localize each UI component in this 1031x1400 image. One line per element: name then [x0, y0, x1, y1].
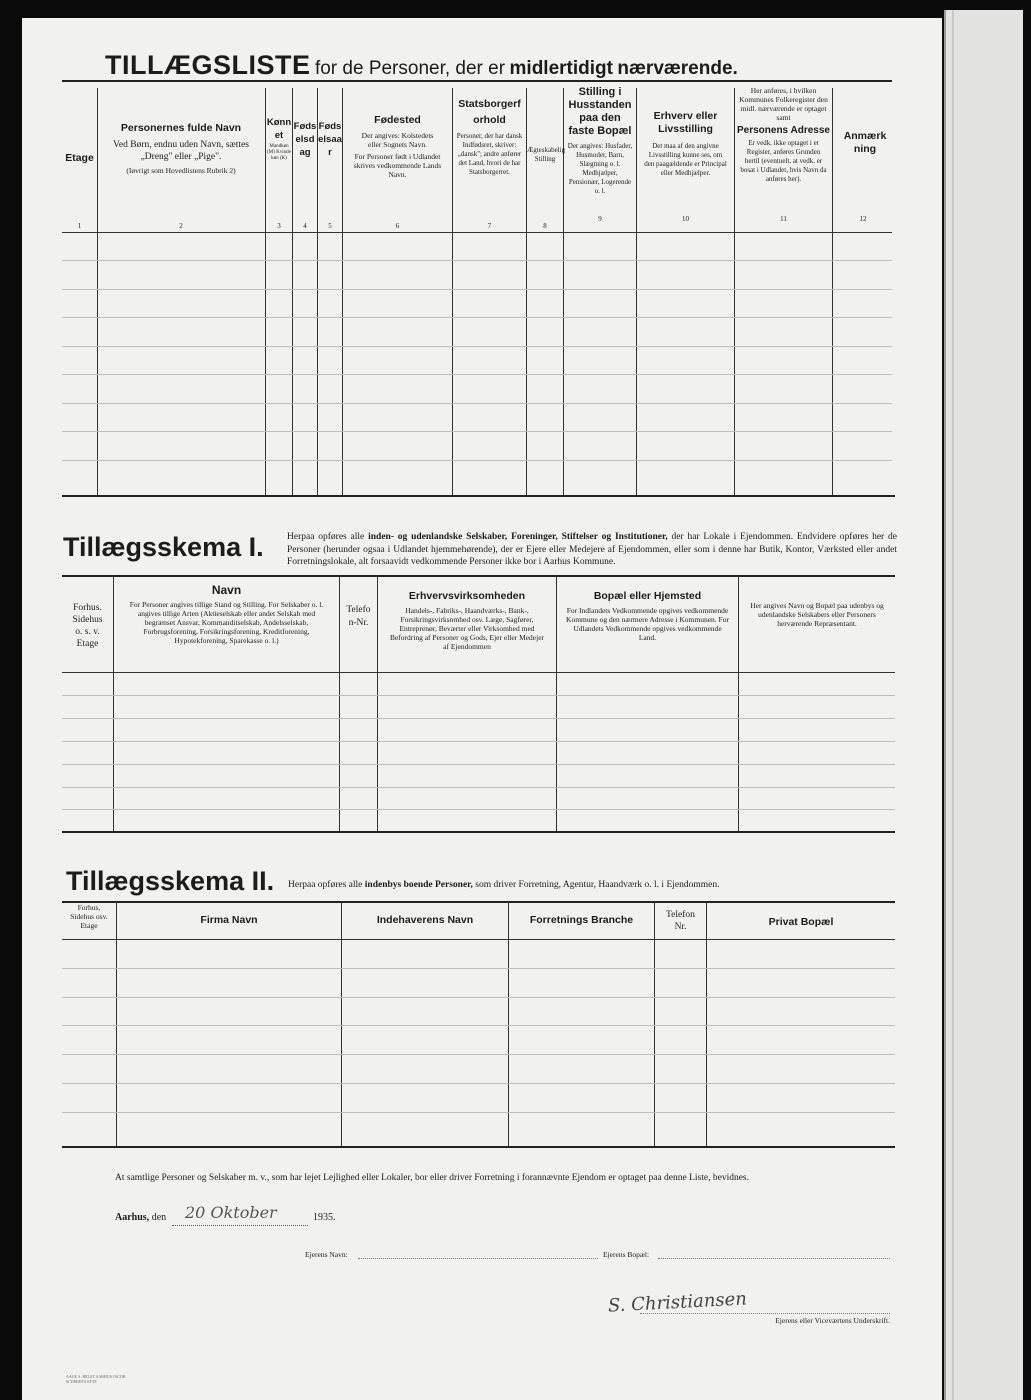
signature-handwritten: S. Christiansen	[607, 1288, 748, 1317]
col-navn-header	[98, 122, 264, 175]
col-erhverv-head: Erhverv eller Livsstilling	[653, 110, 718, 135]
skema1-title: Tillægsskema I.	[63, 532, 264, 562]
col-adresse-head: Personens Adresse	[736, 125, 830, 136]
col-stilling-sub: Der angives: Husfader, Husmoder, Barn, Slægtning o. l. Medhjælper, Pensionær, Logerende o. l.	[567, 142, 633, 195]
skema1-col-navn-head: Navn	[211, 583, 242, 597]
underlying-page-edge	[944, 10, 1023, 1400]
skema2-title: Tillægsskema II.	[66, 866, 275, 896]
col-adresse-header	[735, 86, 832, 184]
skema1-col-bopael-sub: For Indlandets Vedkommende opgives vedkommende Kommune og den nærmere Adresse i Kommunen. For Udlandets Vedkommende opgives vedkommende Land.	[566, 606, 729, 642]
col-anmaerkning-head: Anmærkning	[843, 130, 887, 155]
date-den: den	[151, 1212, 167, 1223]
col-num-2: 2	[179, 222, 183, 230]
skema2-desc-bold: indenbys boende Personer,	[364, 880, 473, 890]
col-num-4: 4	[303, 222, 307, 230]
col-num-5: 5	[328, 222, 332, 230]
skema1-desc-1: Herpaa opføres alle	[287, 532, 365, 542]
col-erhverv-header	[637, 110, 734, 178]
skema1-col-etage: Forhus. Sidehus o. s. v. Etage	[72, 603, 103, 649]
col-fodselsaar-head: Fødselsaar	[318, 121, 342, 158]
skema2-description	[288, 880, 888, 890]
skema1-desc-bold: inden- og udenlandske Selskaber, Foreninger, Stiftelser og Institutioner,	[368, 532, 668, 542]
col-adresse-sub: Er vedk. ikke optaget i et Register, anføres Grunden hertil (eventuelt, at vedk. er bosat i Udlandet, hvis Navn da anføres her).	[740, 139, 827, 183]
col-stilling-head: Stilling i Husstanden paa den faste Bopæl	[568, 86, 632, 137]
declaration-text: At samtlige Personer og Selskaber m. v., som har lejet Lejlighed eller Lokaler, bor eller driver Forretning i forannævnte Ejendom er optaget paa denne Liste, bevidnes.	[115, 1173, 749, 1183]
col-num-3: 3	[277, 222, 281, 230]
skema2-desc-2: som driver Forretning, Agentur, Haandværk o. l. i Ejendommen.	[475, 880, 720, 890]
skema2-col-indehaver: Indehaverens Navn	[376, 914, 474, 926]
owner-name-label: Ejerens Navn:	[305, 1250, 348, 1259]
col-fodested-header	[343, 114, 452, 179]
skema1-col-erhverv-sub: Handels-, Fabriks-, Haandværks-, Bank-, Forsikringsvirksomhed osv. Læge, Sagfører, Entreprenør, Beværter eller Virksomhed med Befordring af Personer og Gods, Ejer eller Medejer af Ejendommen	[389, 606, 545, 651]
col-num-7: 7	[487, 222, 492, 230]
skema1-desc-3: Endvidere opføres her de Personer (herunder ogsaa i Udlandet hjemmehørende), der er Ejere eller Medejere af Ejendommen, eller som i denne har Butik, Kontor, Værksted eller andet Forretningslokale, alt forsaavidt vedkommende Personer ikke bor i Aarhus Kommune.	[287, 532, 898, 567]
title-bold: midlertidigt	[509, 58, 613, 79]
col-fodested-sub: Der angives: Kolstedets eller Sognets Navn.	[361, 131, 434, 149]
col-statsborger-sub: Personer, der har dansk Indfødsret, skriver: „dansk"; andre anfører det Land, hvori de har Statsborgerret.	[456, 132, 523, 176]
col-statsborger-header	[453, 96, 526, 177]
col-konnet-header	[266, 116, 292, 162]
col-num-12: 12	[859, 215, 867, 223]
col-aegteskab-head: Ægteskabelig Stilling	[527, 146, 566, 163]
title-rest-1: for de Personer, der er	[314, 58, 506, 79]
col-num-9: 9	[598, 215, 602, 223]
col-stilling-header	[564, 86, 636, 196]
skema1-col-bopael-header	[557, 590, 738, 642]
col-adresse-pre: Her anføres, i hvilken Kommunes Folkeregister den midl. nærværende er optaget samt	[739, 86, 828, 122]
owner-address-label: Ejerens Bopæl:	[603, 1250, 650, 1259]
skema1-desc-2: der har Lokale i Ejendommen.	[671, 532, 794, 542]
col-num-10: 10	[682, 215, 689, 223]
skema1-col-erhverv-head: Erhvervsvirksomheden	[408, 590, 526, 602]
col-navn-sub: Ved Børn, endnu uden Navn, sættes „Dreng" eller „Pige".	[113, 140, 249, 162]
date-year: 1935.	[313, 1212, 336, 1223]
skema2-col-branche: Forretnings Branche	[529, 914, 634, 926]
skema2-col-etage: Forhus, Sidehus osv. Etage	[70, 903, 108, 930]
col-num-11: 11	[780, 215, 787, 223]
skema1-col-navn-sub: For Personer angives tillige Stand og Stilling. For Selskaber o. l. angives tillige Arten (Aktieselskab eller andet Selskab med begrænset Ansvar, Kommanditselskab, Andelsselskab, Forbrugsforening, Forsikringsforening, Kreditforening, Hypotekforening, Sparekasse o. l.)	[129, 600, 324, 645]
skema1-col-telefon: Telefon-Nr.	[346, 605, 371, 628]
skema2-desc-1: Herpaa opføres alle	[288, 880, 363, 890]
printer-mark: AAGE S. HELST AARHUS JACOB SCHMIDTS EFTF.	[66, 1374, 126, 1384]
title-rest-2: nærværende.	[617, 58, 738, 79]
col-num-6: 6	[395, 222, 400, 230]
col-fodested-head: Fødested	[374, 114, 421, 126]
skema2-col-bopael: Privat Bopæl	[768, 916, 834, 928]
col-fodested-sub2: For Personer født i Udlandet skrives vedkommende Lands Navn.	[353, 152, 442, 179]
col-statsborger-head: Statsborgerforhold	[458, 98, 521, 126]
col-num-8: 8	[543, 222, 547, 230]
col-konnet-sub: Mandkøn (M) Kvindekøn (K)	[267, 144, 291, 161]
col-aegteskab-header	[527, 146, 566, 164]
date-handwritten: 20 Oktober	[185, 1203, 277, 1222]
title-big: TILLÆGSLISTE	[105, 50, 311, 80]
skema1-col-navn-header	[114, 584, 339, 645]
col-navn-sub2: (Iøvrigt som Hovedlistens Rubrik 2)	[126, 166, 236, 175]
col-konnet-head: Kønnet	[266, 117, 292, 141]
col-num-1: 1	[77, 222, 82, 230]
skema1-col-repraesentant: Her angives Navn og Bopæl paa udenbys og udenlandske Selskabers eller Personers herværende Repræsentant.	[750, 601, 884, 628]
col-erhverv-sub: Det maa af den angivne Livsstilling kunne ses, om den paagældende er Principal eller Medhjælper.	[644, 142, 727, 177]
signature-label: Ejerens eller Viceværtens Underskrift.	[775, 1316, 890, 1325]
main-list-title	[105, 50, 865, 81]
date-place: Aarhus,	[115, 1212, 150, 1223]
skema1-col-erhverv-header	[378, 590, 556, 651]
skema1-description	[287, 531, 897, 569]
skema2-col-firma: Firma Navn	[200, 914, 258, 926]
col-fodselsdag-head: Fødselsdag	[293, 121, 317, 158]
skema2-col-telefon: Telefon Nr.	[666, 910, 695, 932]
col-navn-head: Personernes fulde Navn	[120, 122, 242, 134]
skema1-col-bopael-head: Bopæl eller Hjemsted	[593, 590, 702, 602]
col-etage-head: Etage	[65, 152, 94, 164]
